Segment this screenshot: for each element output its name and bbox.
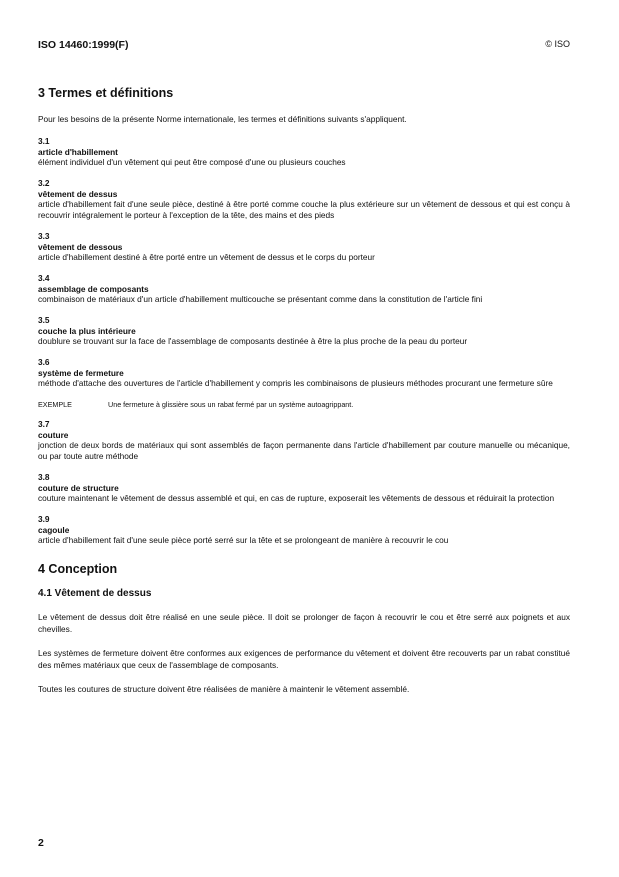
example-text: Une fermeture à glissière sous un rabat fermé par un système autoagrippant. bbox=[108, 400, 354, 409]
term-definition: jonction de deux bords de matériaux qui sont assemblés de façon permanente dans l'article d'habillement par couture manuelle ou mécanique, ou par toute autre méthode bbox=[38, 440, 570, 461]
term-number: 3.8 bbox=[38, 472, 50, 482]
term-number: 3.2 bbox=[38, 178, 50, 188]
term-definition: couture maintenant le vêtement de dessus assemblé et qui, en cas de rupture, exposerait les vêtements de dessous et réduirait la protection bbox=[38, 493, 555, 503]
page-content bbox=[38, 86, 570, 707]
example-label: EXEMPLE bbox=[38, 400, 72, 409]
term-number: 3.7 bbox=[38, 419, 50, 429]
body-paragraph: Toutes les coutures de structure doivent être réalisées de manière à maintenir le vêtement assemblé. bbox=[38, 684, 410, 694]
term-definition: combinaison de matériaux d'un article d'habillement multicouche se présentant comme dans la constitution de l'article fini bbox=[38, 294, 483, 304]
document-id: ISO 14460:1999(F) bbox=[38, 39, 129, 51]
term-definition: méthode d'attache des ouvertures de l'article d'habillement y compris les combinaisons de plusieurs méthodes procurant une fermeture sûre bbox=[38, 378, 553, 388]
body-paragraph: Le vêtement de dessus doit être réalisé en une seule pièce. Il doit se prolonger de façon à recouvrir le cou et être serré aux poignets et aux chevilles. bbox=[38, 612, 570, 634]
term-number: 3.9 bbox=[38, 514, 50, 524]
term-entry bbox=[38, 136, 570, 168]
section-4-title: 4 Conception bbox=[38, 562, 118, 576]
term-name: couture de structure bbox=[38, 482, 119, 493]
term-definition: élément individuel d'un vêtement qui peut être composé d'une ou plusieurs couches bbox=[38, 157, 346, 167]
section-3-title: 3 Termes et définitions bbox=[38, 86, 174, 100]
subsection-4-1-title: 4.1 Vêtement de dessus bbox=[38, 588, 152, 599]
term-name: article d'habillement bbox=[38, 146, 118, 157]
term-definition: article d'habillement destiné à être porté entre un vêtement de dessus et le corps du porteur bbox=[38, 252, 375, 262]
term-number: 3.1 bbox=[38, 136, 50, 146]
term-entry bbox=[38, 472, 570, 504]
section-3-intro: Pour les besoins de la présente Norme internationale, les termes et définitions suivants s'appliquent. bbox=[38, 114, 407, 124]
term-entry bbox=[38, 273, 570, 305]
term-entry bbox=[38, 514, 570, 546]
page-number: 2 bbox=[38, 837, 44, 849]
term-name: vêtement de dessus bbox=[38, 188, 118, 199]
term-entry bbox=[38, 178, 570, 221]
copyright-notice: © ISO bbox=[545, 39, 570, 49]
term-definition: doublure se trouvant sur la face de l'assemblage de composants destinée à être la plus proche de la peau du porteur bbox=[38, 336, 468, 346]
term-number: 3.4 bbox=[38, 273, 50, 283]
term-entry bbox=[38, 419, 570, 462]
term-definition: article d'habillement fait d'une seule pièce, destiné à être porté comme couche la plus extérieure sur un vêtement de dessous et qui est conçu à recouvrir intégralement le porteur à l'exception de la tête, des mains et des pieds bbox=[38, 199, 570, 220]
term-name: couture bbox=[38, 429, 69, 440]
term-entry bbox=[38, 315, 570, 347]
term-entry bbox=[38, 357, 570, 389]
term-name: cagoule bbox=[38, 524, 70, 535]
term-name: couche la plus intérieure bbox=[38, 325, 136, 336]
example-note bbox=[38, 399, 570, 410]
term-number: 3.3 bbox=[38, 231, 50, 241]
body-paragraph: Les systèmes de fermeture doivent être conformes aux exigences de performance du vêtement et doivent être recouverts par un rabat constitué des mêmes matériaux que ceux de l'assemblage de composants. bbox=[38, 648, 570, 670]
term-entry bbox=[38, 231, 570, 263]
term-definition: article d'habillement fait d'une seule pièce porté serré sur la tête et se prolongeant de manière à recouvrir le cou bbox=[38, 535, 449, 545]
term-number: 3.6 bbox=[38, 357, 50, 367]
term-number: 3.5 bbox=[38, 315, 50, 325]
term-name: système de fermeture bbox=[38, 367, 124, 378]
term-name: vêtement de dessous bbox=[38, 241, 123, 252]
term-name: assemblage de composants bbox=[38, 283, 149, 294]
